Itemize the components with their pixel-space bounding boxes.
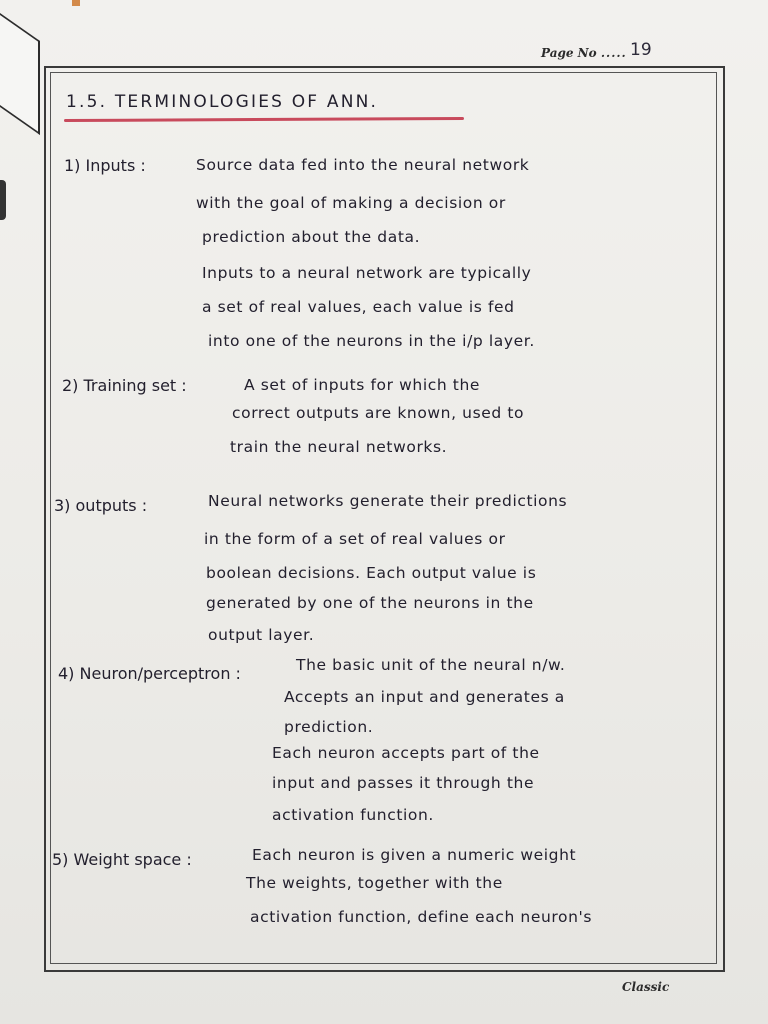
- definition-line: correct outputs are known, used to: [232, 404, 525, 422]
- definition-line: generated by one of the neurons in the: [206, 594, 534, 612]
- term-training-set: 2) Training set :: [62, 376, 187, 395]
- page-no-label: Page No .....: [541, 46, 627, 60]
- definition-line: into one of the neurons in the i/p layer.: [208, 332, 535, 350]
- term-outputs: 3) outputs :: [54, 496, 148, 515]
- notebook-brand: Classic: [622, 980, 670, 994]
- definition-line: boolean decisions. Each output value is: [206, 564, 537, 582]
- definition-line: A set of inputs for which the: [244, 376, 481, 394]
- definition-line: activation function.: [272, 806, 434, 824]
- definition-line: with the goal of making a decision or: [196, 194, 506, 212]
- definition-line: The basic unit of the neural n/w.: [296, 656, 566, 674]
- definition-line: Each neuron is given a numeric weight: [252, 846, 577, 864]
- binder-clip: [0, 180, 6, 220]
- definition-line: prediction.: [284, 718, 374, 736]
- binder-tab: [72, 0, 80, 6]
- definition-line: activation function, define each neuron's: [250, 908, 593, 926]
- definition-line: output layer.: [208, 626, 315, 644]
- definition-line: train the neural networks.: [230, 438, 448, 456]
- binder-edge: [0, 0, 40, 135]
- term-weight-space: 5) Weight space :: [52, 850, 192, 869]
- page-number: 19: [630, 40, 652, 60]
- definition-line: prediction about the data.: [202, 228, 421, 246]
- term-neuron-perceptron: 4) Neuron/perceptron :: [58, 664, 241, 683]
- definition-line: The weights, together with the: [246, 874, 503, 892]
- definition-line: in the form of a set of real values or: [204, 530, 506, 548]
- definition-line: Inputs to a neural network are typically: [202, 264, 532, 282]
- definition-line: Accepts an input and generates a: [284, 688, 565, 706]
- definition-line: Source data fed into the neural network: [196, 156, 530, 174]
- definition-line: a set of real values, each value is fed: [202, 298, 515, 316]
- section-heading: 1.5. TERMINOLOGIES OF ANN.: [66, 92, 379, 112]
- term-inputs: 1) Inputs :: [64, 156, 146, 175]
- definition-line: Each neuron accepts part of the: [272, 744, 540, 762]
- definition-line: Neural networks generate their predictions: [208, 492, 568, 510]
- definition-line: input and passes it through the: [272, 774, 535, 792]
